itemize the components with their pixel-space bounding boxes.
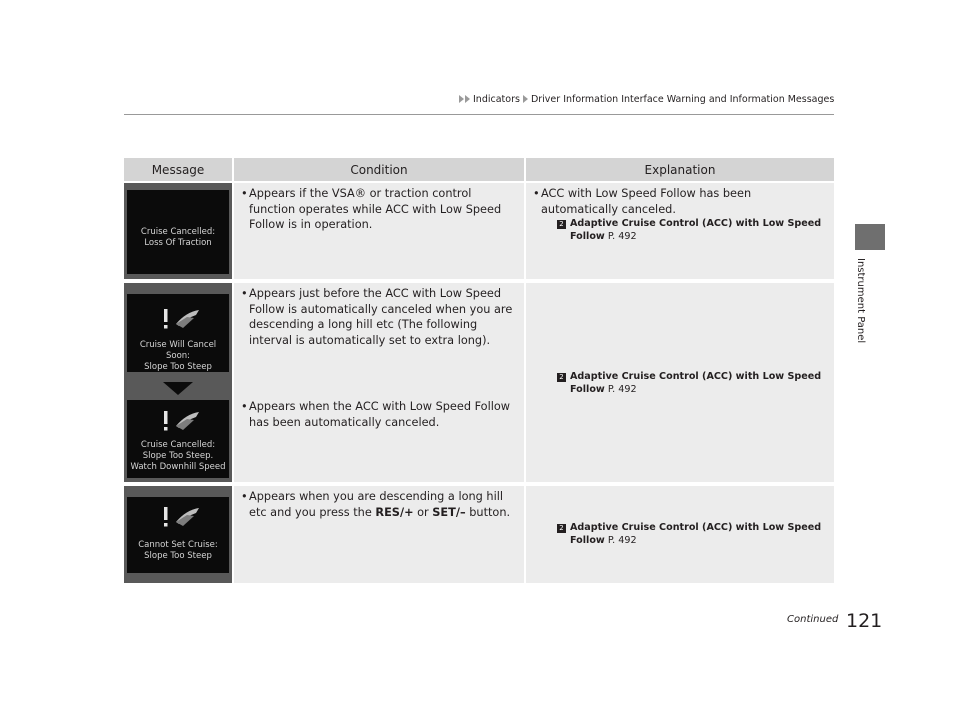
- condition-bullet: [241, 489, 521, 520]
- message-screen: [127, 400, 229, 478]
- cruise-warning-icon: [157, 504, 207, 530]
- reference-title-2: Follow: [570, 535, 605, 546]
- set-button-label: SET/–: [432, 505, 466, 519]
- screen-line: Slope Too Steep.: [142, 451, 214, 461]
- reference-title: Adaptive Cruise Control (ACC) with Low Speed: [570, 371, 822, 382]
- reference-page: P. 492: [607, 384, 637, 395]
- message-cell-2: [124, 283, 232, 482]
- condition-text: Appears when the ACC with Low Speed Follow has been automatically canceled.: [249, 400, 511, 429]
- condition-text: Appears just before the ACC with Low Speed Follow is automatically canceled when you are descending a long hill etc (The following interval is automatically set to extra long).: [249, 287, 513, 347]
- reference-link[interactable]: [557, 217, 821, 243]
- reference-title-2: Follow: [570, 231, 605, 242]
- breadcrumb-part-2: Driver Information Interface Warning and Information Messages: [530, 94, 835, 105]
- condition-text: [241, 489, 521, 520]
- breadcrumb: [459, 94, 834, 105]
- condition-text: Appears if the VSA® or traction control function operates while ACC with Low Speed Follow is in operation.: [249, 187, 502, 231]
- cruise-warning-icon: [157, 306, 207, 332]
- screen-line: Cruise Will Cancel Soon:: [139, 340, 217, 361]
- reference-title: Adaptive Cruise Control (ACC) with Low Speed: [570, 522, 822, 533]
- condition-text-part: or: [417, 505, 429, 519]
- header-condition-label: Condition: [350, 162, 408, 177]
- header-condition: [234, 158, 524, 181]
- screen-text: [127, 540, 229, 562]
- bullet-icon: •: [241, 490, 248, 503]
- bullet-icon: •: [533, 187, 540, 200]
- reference-link[interactable]: [557, 370, 821, 396]
- reference-page: P. 492: [607, 231, 637, 242]
- reference-arrow-icon: 2: [557, 373, 566, 382]
- header-message: [124, 158, 232, 181]
- screen-line: Cruise Cancelled:: [140, 440, 216, 450]
- reference-page: P. 492: [607, 535, 637, 546]
- condition-bullet: [241, 286, 521, 348]
- screen-line: Slope Too Steep: [144, 362, 212, 372]
- condition-text-part: button.: [469, 505, 511, 519]
- screen-line: Loss Of Traction: [144, 238, 212, 248]
- screen-text: [127, 227, 229, 249]
- header-rule: [124, 114, 834, 115]
- screen-line: Cannot Set Cruise:: [138, 540, 218, 550]
- screen-line: Slope Too Steep: [144, 551, 212, 561]
- breadcrumb-part-1: Indicators: [473, 94, 520, 105]
- bullet-icon: •: [241, 400, 248, 413]
- screen-text: [127, 340, 229, 373]
- res-button-label: RES/+: [375, 505, 414, 519]
- breadcrumb-arrow-icon: [523, 95, 528, 103]
- section-side-label: [856, 258, 876, 348]
- bullet-icon: •: [241, 187, 248, 200]
- header-explanation-label: Explanation: [644, 162, 716, 177]
- message-cell-1: [124, 183, 232, 279]
- header-message-label: Message: [151, 162, 205, 177]
- bullet-icon: •: [241, 287, 248, 300]
- header-explanation: [526, 158, 834, 181]
- section-side-label-text: Instrument Panel: [855, 258, 866, 344]
- breadcrumb-arrow-icon: [465, 95, 470, 103]
- section-tab: [855, 224, 885, 250]
- reference-arrow-icon: 2: [557, 524, 566, 533]
- message-screen: [127, 294, 229, 372]
- screen-line: Watch Downhill Speed: [130, 462, 226, 472]
- condition-text-part: Appears when you are descending a long hill etc and you press the: [249, 490, 503, 519]
- continued-label: Continued: [787, 614, 839, 625]
- reference-arrow-icon: 2: [557, 220, 566, 229]
- screen-text: [127, 440, 229, 473]
- cruise-warning-icon: [157, 408, 207, 434]
- explanation-bullet: [533, 186, 828, 217]
- down-arrow-icon: [163, 382, 193, 395]
- condition-bullet: [241, 186, 521, 233]
- screen-line: Cruise Cancelled:: [140, 227, 216, 237]
- page-number: 121: [846, 610, 883, 632]
- reference-title-2: Follow: [570, 384, 605, 395]
- reference-link[interactable]: [557, 521, 821, 547]
- reference-title: Adaptive Cruise Control (ACC) with Low Speed: [570, 218, 822, 229]
- breadcrumb-arrow-icon: [459, 95, 464, 103]
- message-cell-3: [124, 486, 232, 583]
- message-screen: [127, 497, 229, 573]
- message-screen: [127, 190, 229, 274]
- condition-bullet: [241, 399, 521, 430]
- explanation-text: ACC with Low Speed Follow has been automatically canceled.: [541, 187, 752, 216]
